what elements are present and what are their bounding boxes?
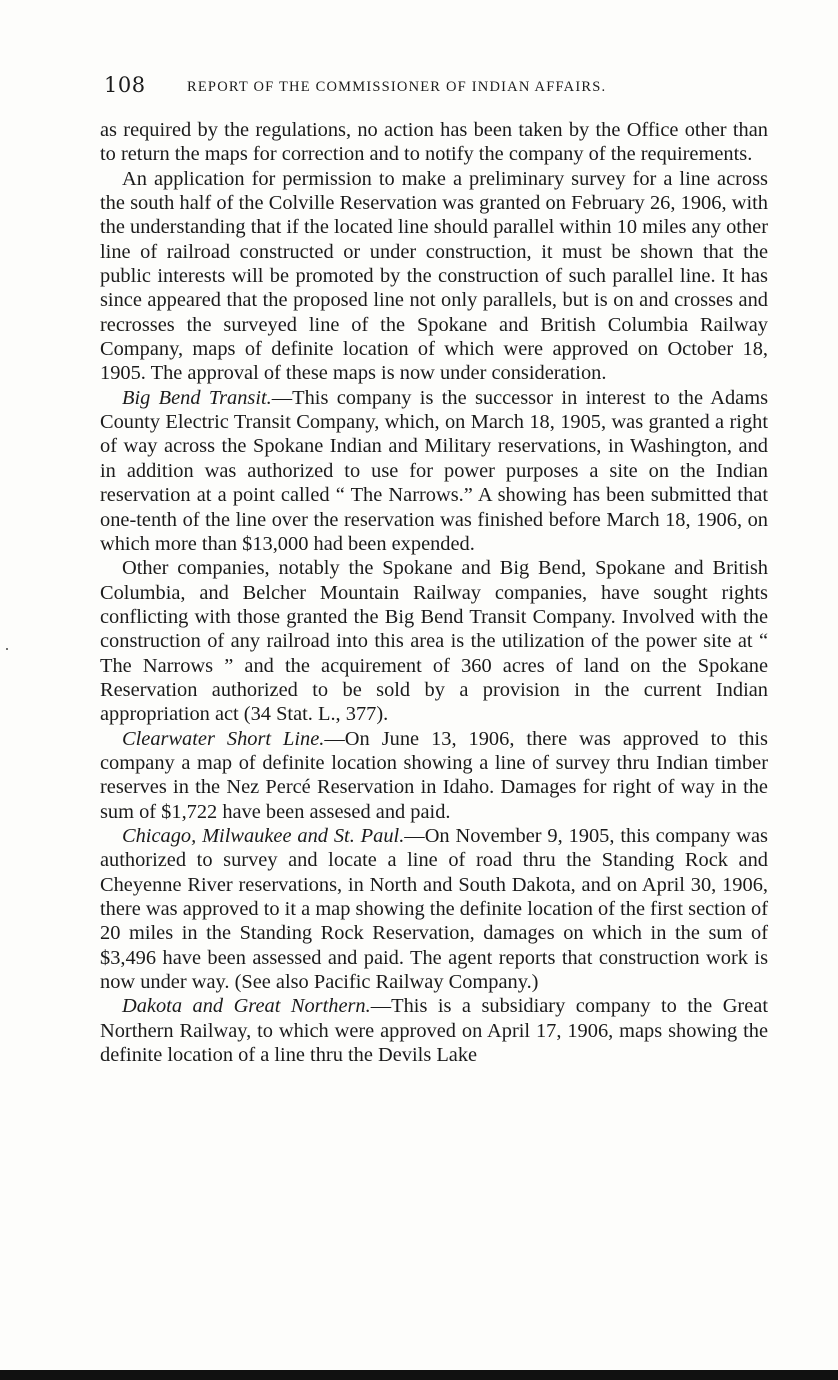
paragraph-colville-survey	[100, 167, 768, 386]
body-text	[100, 118, 768, 1067]
scan-bottom-edge	[0, 1370, 838, 1380]
section-heading: Clearwater Short Line.	[122, 727, 325, 750]
section-heading: Chicago, Milwaukee and St. Paul.	[122, 824, 405, 847]
paragraph-continuation	[100, 118, 768, 167]
paragraph-text: —This is a subsidiary company to the Great Northern Railway, to which were approved on April 17, 1906, maps showing the definite location of a line thru the Devils Lake	[100, 995, 768, 1067]
page-number: 108	[104, 73, 146, 97]
paragraph-text: Other companies, notably the Spokane and Big Bend, Spokane and British Columbia, and Belcher Mountain Railway companies, have sought rights conflicting with those granted the Big Bend Transit Company. Involved with the construction of any railroad into this area is the utilization of the power site at “ The Narrows ” and the acquirement of 360 acres of land on the Spokane Reservation authorized to be sold by a provision in the current Indian appropriation act (34 Stat. L., 377).	[100, 557, 768, 726]
paragraph-text: —On June 13, 1906, there was approved to this company a map of definite location showing a line of survey thru Indian timber reserves in the Nez Percé Reservation in Idaho. Damages for right of way in the sum of $1,722 have been assesed and paid.	[100, 727, 768, 823]
paragraph-text: —On November 9, 1905, this company was authorized to survey and locate a line of road thru the Standing Rock and Cheyenne River reservations, in North and South Dakota, and on April 30, 1906, there was approved to it a map showing the definite location of the first section of 20 miles in the Standing Rock Reservation, damages on which in the sum of $3,496 have been assessed and paid. The agent reports that construction work is now under way. (See also Pacific Railway Company.)	[100, 824, 768, 994]
paragraph-text: An application for permission to make a preliminary survey for a line across the south half of the Colville Reservation was granted on February 26, 1906, with the understanding that if the located line should parallel within 10 miles any other line of railroad constructed or under construction, it must be shown that the public interests will be promoted by the construction of such parallel line. It has since appeared that the proposed line not only parallels, but is on and crosses and recrosses the surveyed line of the Spokane and British Columbia Railway Company, maps of definite location of which were approved on October 18, 1905. The approval of these maps is now under consideration.	[100, 167, 768, 385]
paragraph-text: —This company is the successor in interest to the Adams County Electric Transit Company, which, on March 18, 1905, was granted a right of way across the Spokane Indian and Military reservations, in Washington, and in addition was authorized to use for power purposes a site on the Indian reservation at a point called “ The Narrows.” A showing has been submitted that one-tenth of the line over the reservation was finished before March 18, 1906, on which more than $13,000 had been expended.	[100, 386, 769, 555]
paragraph-dakota-great-northern	[100, 994, 768, 1067]
section-heading: Dakota and Great Northern.	[122, 995, 371, 1018]
paragraph-other-companies	[100, 556, 768, 726]
paragraph-chicago-milwaukee	[100, 824, 768, 994]
section-heading: Big Bend Transit.	[122, 386, 272, 409]
running-title: REPORT OF THE COMMISSIONER OF INDIAN AFFAIRS.	[187, 79, 607, 95]
scan-speck	[6, 648, 8, 650]
paragraph-text: as required by the regulations, no action has been taken by the Office other than to return the maps for correction and to notify the company of the requirements.	[100, 119, 768, 166]
paragraph-big-bend-transit	[100, 386, 768, 556]
page-header	[104, 72, 764, 98]
paragraph-clearwater-short-line	[100, 727, 768, 824]
